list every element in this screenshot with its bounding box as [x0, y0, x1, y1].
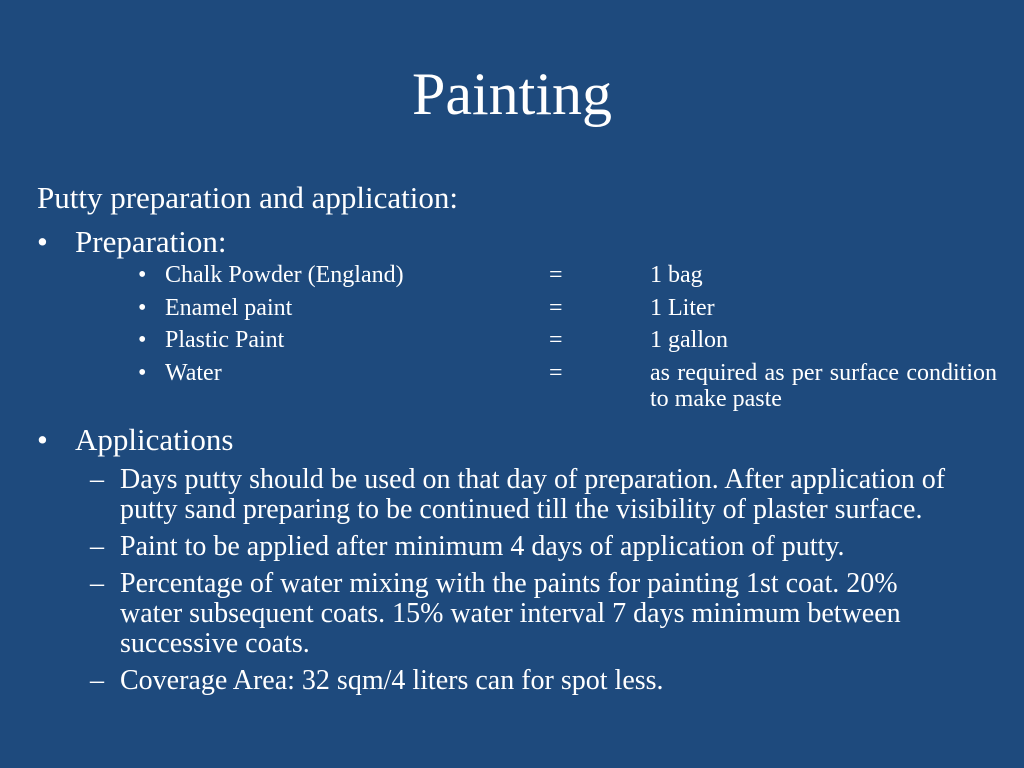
- list-item: [90, 569, 970, 659]
- dash-icon: –: [90, 665, 104, 696]
- ingredient-name: Chalk Powder (England): [165, 262, 404, 288]
- dash-icon: –: [90, 568, 104, 599]
- list-item: [138, 295, 998, 322]
- application-text: Paint to be applied after minimum 4 days of application of putty.: [120, 531, 845, 562]
- bullet-icon: •: [138, 359, 147, 386]
- application-text: Percentage of water mixing with the paints for painting 1st coat. 20% water subsequent coats. 15% water interval 7 days minimum between successive coats.: [120, 568, 901, 659]
- ingredient-quantity: 1 Liter: [650, 294, 715, 321]
- preparation-bullet: [37, 222, 227, 262]
- dash-icon: –: [90, 531, 104, 562]
- ingredient-name: Water: [165, 359, 222, 386]
- bullet-icon: •: [37, 224, 48, 259]
- ingredient-quantity: 1 bag: [650, 262, 703, 288]
- bullet-icon: •: [138, 262, 147, 288]
- section-heading: Putty preparation and application:: [37, 180, 458, 215]
- bullet-icon: •: [37, 422, 48, 457]
- ingredient-name: Plastic Paint: [165, 327, 285, 353]
- list-item: [90, 666, 970, 696]
- list-item: [138, 360, 998, 412]
- bullet-icon: •: [138, 327, 147, 353]
- preparation-heading: Preparation:: [75, 224, 227, 259]
- dash-icon: –: [90, 464, 104, 495]
- list-item: [138, 327, 998, 354]
- application-text: Days putty should be used on that day of preparation. After application of putty sand preparing to be continued till the visibility of plaster surface.: [120, 464, 946, 525]
- slide-title: Painting: [411, 61, 612, 127]
- equals-sign: =: [549, 359, 563, 386]
- applications-list: [90, 465, 970, 703]
- list-item: [90, 465, 970, 525]
- application-text: Coverage Area: 32 sqm/4 liters can for spot less.: [120, 665, 664, 696]
- applications-heading: Applications: [75, 422, 234, 457]
- list-item: [90, 532, 970, 562]
- ingredient-quantity: 1 gallon: [650, 327, 728, 353]
- preparation-list: [138, 262, 998, 417]
- applications-bullet: [37, 420, 233, 460]
- ingredient-name: Enamel paint: [165, 294, 293, 321]
- equals-sign: =: [549, 327, 563, 353]
- equals-sign: =: [549, 262, 563, 288]
- ingredient-quantity: as required as per surface condition to make paste: [650, 359, 997, 412]
- list-item: [138, 262, 998, 289]
- bullet-icon: •: [138, 294, 147, 321]
- equals-sign: =: [549, 294, 563, 321]
